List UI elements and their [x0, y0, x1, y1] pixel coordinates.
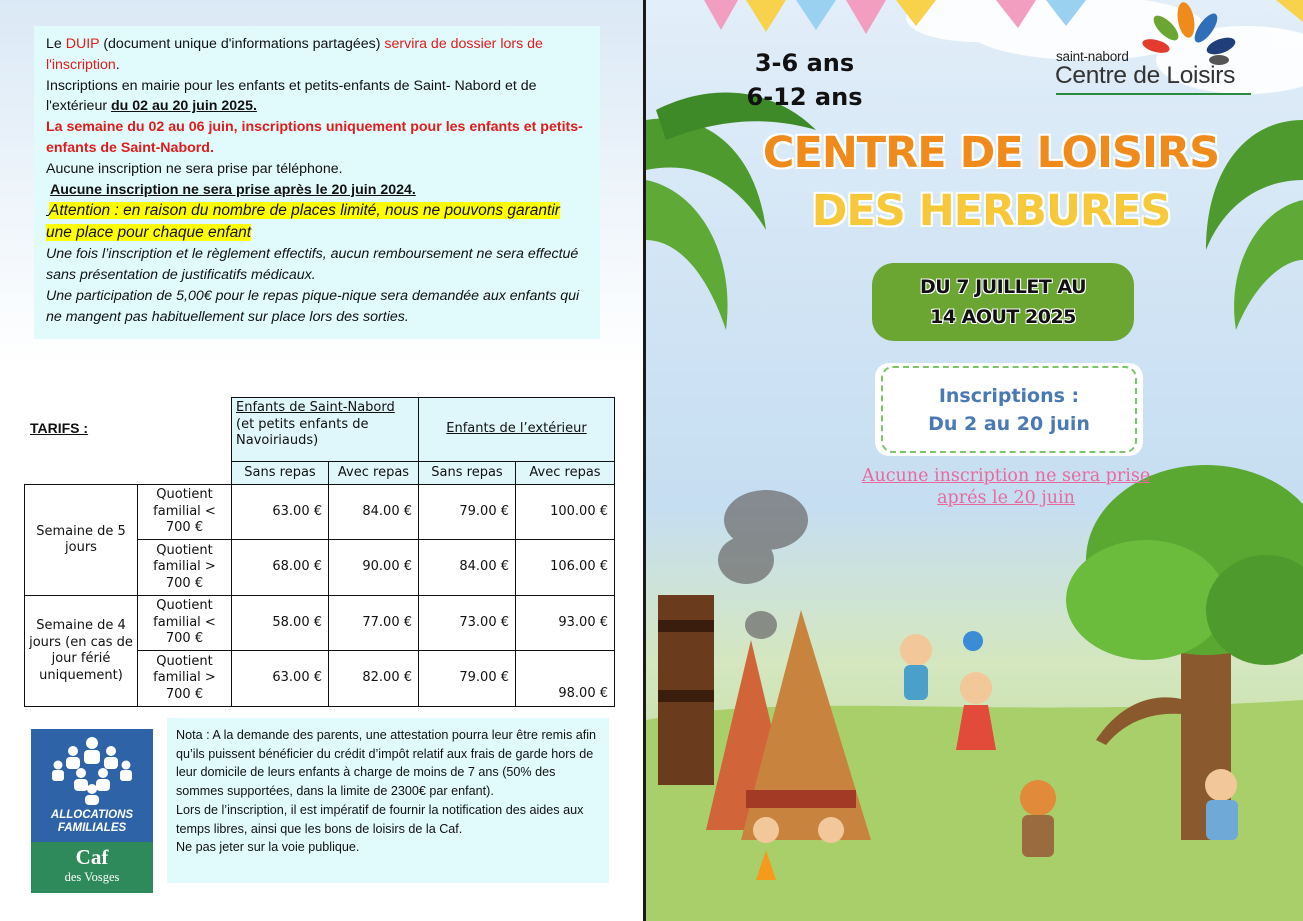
price-cell: 68.00 €	[231, 539, 329, 596]
subheader-avec-repas: Avec repas	[328, 461, 419, 485]
price-cell: 84.00 €	[418, 539, 516, 596]
price-cell: 73.00 €	[418, 595, 516, 651]
subheader-sans-repas: Sans repas	[231, 461, 329, 485]
caf-sub: des Vosges	[64, 870, 120, 884]
price-cell: 106.00 €	[515, 539, 615, 596]
info-box	[34, 26, 600, 339]
header-saint-nabord: Enfants de Saint-Nabord (et petits enfants de Navoiriauds)	[231, 397, 419, 462]
price-cell: 77.00 €	[328, 595, 419, 651]
qf-lt-row3: Quotient familial < 700 €	[137, 595, 232, 651]
inscription-dates: du 02 au 20 juin 2025.	[111, 98, 257, 115]
brand-town: saint-nabord	[1056, 49, 1129, 64]
info-deadline: Aucune inscription ne sera prise après le 20 juin 2024.	[49, 181, 416, 198]
subheader-sans-repas-ext: Sans repas	[418, 461, 516, 485]
inscription-label: Inscriptions :	[938, 384, 1080, 407]
note-box	[167, 718, 609, 883]
inscription-box	[875, 363, 1143, 456]
brand-underline	[1056, 93, 1251, 95]
info-priority-week: La semaine du 02 au 06 juin, inscriptions uniquement pour les enfants et petits-enfants de Saint-Nabord.	[46, 119, 583, 156]
price-cell: 79.00 €	[418, 650, 516, 707]
duip-highlight: DUIP	[65, 36, 100, 52]
info-picnic: Une participation de 5,00€ pour le repas pique-nique sera demandée aux enfants qui ne mangent pas habituellement sur place lors des sorties.	[46, 287, 580, 325]
subheader-avec-repas-ext: Avec repas	[515, 461, 615, 485]
dates-badge: DU 7 JUILLET AU 14 AOUT 2025	[872, 263, 1134, 341]
price-cell: 90.00 €	[328, 539, 419, 596]
caf-figures-icon	[31, 729, 153, 809]
note-documents: Lors de l’inscription, il est impératif de fournir la notification des aides aux temps libres, ainsi que les bons de loisirs de la Caf.	[176, 802, 584, 836]
price-cell: 79.00 €	[418, 484, 516, 540]
week5-label: Semaine de 5 jours	[24, 484, 138, 596]
week4-label: Semaine de 4 jours (en cas de jour férié uniquement)	[24, 595, 138, 707]
age-3-6: 3-6 ans	[754, 49, 855, 77]
totem-icon	[658, 595, 714, 785]
price-cell: 93.00 €	[515, 595, 615, 651]
header-exterieur: Enfants de l’extérieur	[418, 397, 615, 462]
price-cell: 82.00 €	[328, 650, 419, 707]
no-inscription-notice: Aucune inscription ne sera prise aprés le 20 juin	[861, 466, 1151, 508]
caf-bottom-band	[31, 842, 153, 893]
flyer-title-line2: DES HERBURES	[811, 186, 1171, 236]
price-cell: 98.00 €	[515, 650, 615, 707]
caf-logo	[31, 729, 153, 893]
flyer-page	[646, 0, 1303, 921]
qf-gt-row2: Quotient familial > 700 €	[137, 539, 232, 596]
info-inscriptions: Inscriptions en mairie pour les enfants et petits-enfants de Saint- Nabord et de l'extérieur du 02 au 20 juin 2025.	[46, 77, 537, 115]
price-cell: 84.00 €	[328, 484, 419, 540]
info-duip: Le DUIP (document unique d'informations partagées) servira de dossier lors de l'inscription.	[46, 36, 543, 73]
note-tax-credit: Nota : A la demande des parents, une attestation pourra leur être remis afin qu’ils puissent bénéficier du crédit d’impôt relatif aux frais de garde hors de leur domicile de leurs enfants à charge de moins de 7 ans (50% des sommes supportées, dans la limite de 2300€ par enfant).	[176, 728, 597, 799]
flyer-title-line1: CENTRE DE LOISIRS	[762, 128, 1220, 178]
caf-word: Caf	[75, 845, 109, 869]
price-cell: 100.00 €	[515, 484, 615, 540]
left-page	[0, 0, 644, 921]
info-attention: Attention : en raison du nombre de places limité, nous ne pouvons garantir une place pour chaque enfant	[46, 202, 560, 242]
note-litter: Ne pas jeter sur la voie publique.	[176, 840, 360, 855]
inscription-dates: Du 2 au 20 juin	[928, 412, 1090, 435]
price-cell: 58.00 €	[231, 595, 329, 651]
brand-name: Centre de Loisirs	[1055, 62, 1236, 89]
info-no-phone: Aucune inscription ne sera prise par téléphone.	[46, 160, 343, 177]
age-6-12: 6-12 ans	[746, 83, 863, 111]
tarifs-label: TARIFS :	[30, 420, 89, 436]
info-refund: Une fois l’inscription et le règlement effectifs, aucun remboursement ne sera effectué sans présentation de justificatifs médicaux.	[46, 246, 579, 284]
age-ranges	[732, 46, 877, 114]
caf-af-text: ALLOCATIONS FAMILIALES	[50, 809, 134, 834]
price-cell: 63.00 €	[231, 650, 329, 707]
price-cell: 63.00 €	[231, 484, 329, 540]
qf-lt-row1: Quotient familial < 700 €	[137, 484, 232, 540]
smoke-icon	[718, 490, 808, 639]
qf-gt-row4: Quotient familial > 700 €	[137, 650, 232, 707]
